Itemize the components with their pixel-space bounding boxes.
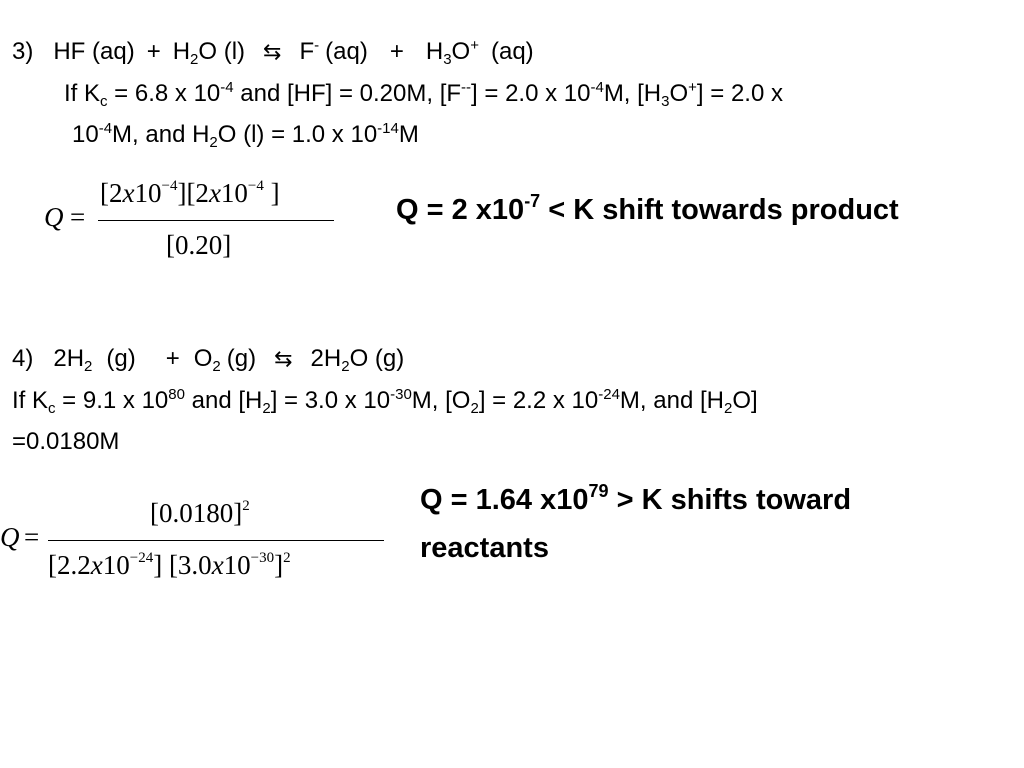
q-symbol: Q: [0, 522, 20, 552]
plus-sign: +: [165, 345, 180, 372]
q-numerator: $[0.0180]^2$: [150, 498, 250, 528]
q-denominator: $[2.2x10^{-24}]$ $[3.0x10^{-30}]^2$: [48, 550, 291, 580]
problem4-number: 4): [12, 345, 34, 372]
problem3-given-line2: $10^{-4}M$, and $H_2O$ (l) = 1.0 x $10^{-14}M$: [72, 120, 419, 151]
q-numerator: $[2x10^{-4}][2x10^{-4}$ ]: [100, 178, 280, 208]
problem4-given-line1: If $K_c = 9.1$ x $10^{80}$ and $[H_2] = 3.0$ x $10^{-30}M$, $[O_2] = 2.2$ x $10^{-24}M$, and $[H_2O]$: [12, 386, 758, 417]
fraction-bar: [98, 220, 334, 221]
plus-sign: +: [389, 38, 404, 65]
problem4-given-line2: =0.0180M: [12, 428, 120, 455]
q-denominator: [0.20]: [166, 230, 232, 260]
problem4-reaction: 4) $2H_2$ $(g) + O_2$ (g) ⇆ $2H_2O$ (g): [12, 345, 405, 375]
problem3-number: 3): [12, 38, 34, 65]
problem3-reaction: 3) HF $(aq) + H_2O$ (l) ⇆ F- $(aq) + H_3O^+$ (aq): [12, 37, 534, 68]
q-symbol: Q: [44, 202, 64, 232]
problem3-reactant1: HF (aq): [53, 38, 135, 65]
problem4-q-equation: Q = $[0.0180]^2$ $[2.2x10^{-24}]$ $[3.0x10^{-30}]^2$: [0, 492, 392, 592]
equilibrium-arrow-icon: ⇆: [274, 346, 293, 371]
problem3-given-line1: If $K_c = 6.8$ x $10^{-4}$ and [HF] = 0.20M, [F--] = 2.0 x $10^{-4}M$, $[H_3O^+] = 2.0$ x: [64, 79, 783, 110]
fraction-bar: [48, 540, 384, 541]
problem4-result: Q = 1.64 $x10^{79} > K$ shifts toward reactants: [420, 481, 852, 564]
plus-sign: +: [146, 38, 161, 65]
problem3-result: Q = 2 $x10^{-7} < K$ shift towards product: [396, 191, 899, 226]
problem3-q-equation: Q = $[2x10^{-4}][2x10^{-4}$ ] [0.20]: [40, 172, 340, 272]
equilibrium-arrow-icon: ⇆: [263, 39, 282, 64]
